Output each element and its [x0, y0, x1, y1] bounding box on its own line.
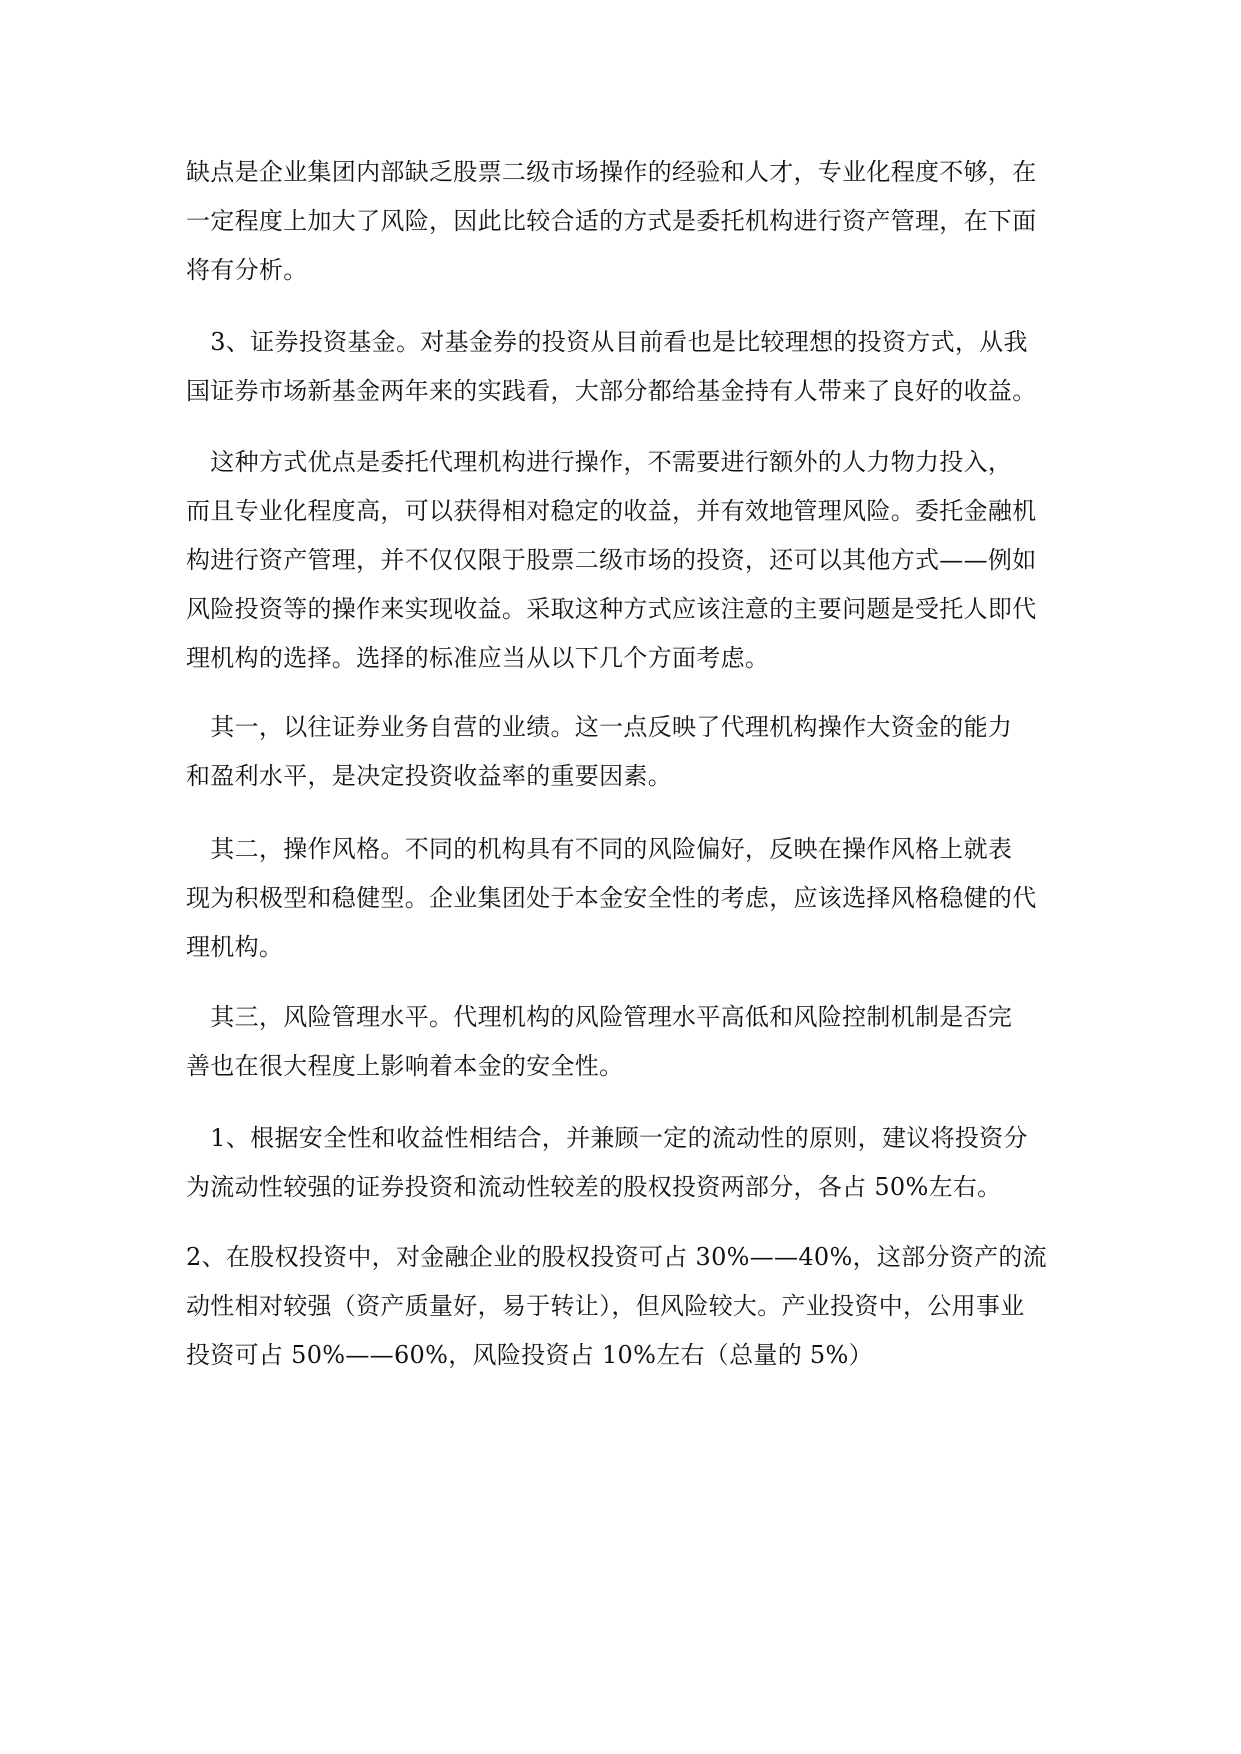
paragraph-allocation-two: [186, 1233, 1056, 1380]
text-line: 而且专业化程度高，可以获得相对稳定的收益，并有效地管理风险。委托金融机: [186, 497, 1037, 525]
text-line: 构进行资产管理，并不仅仅限于股票二级市场的投资，还可以其他方式——例如: [186, 546, 1037, 574]
text-line: 一定程度上加大了风险，因此比较合适的方式是委托机构进行资产管理，在下面: [186, 207, 1037, 235]
text-line: 其一，以往证券业务自营的业绩。这一点反映了代理机构操作大资金的能力: [186, 713, 1013, 741]
text-line: 风险投资等的操作来实现收益。采取这种方式应该注意的主要问题是受托人即代: [186, 595, 1037, 623]
paragraph-criterion-three: [186, 993, 1056, 1091]
text-line: 和盈利水平，是决定投资收益率的重要因素。: [186, 762, 672, 790]
text-line: 缺点是企业集团内部缺乏股票二级市场操作的经验和人才，专业化程度不够，在: [186, 158, 1037, 186]
text-line: 理机构的选择。选择的标准应当从以下几个方面考虑。: [186, 644, 770, 672]
text-line: 动性相对较强（资产质量好，易于转让），但风险较大。产业投资中，公用事业: [186, 1292, 1025, 1320]
text-line: 这种方式优点是委托代理机构进行操作，不需要进行额外的人力物力投入，: [186, 448, 1013, 476]
paragraph-drawbacks: [186, 148, 1056, 295]
text-line: 善也在很大程度上影响着本金的安全性。: [186, 1052, 624, 1080]
paragraph-criterion-two: [186, 825, 1056, 972]
text-line: 为流动性较强的证券投资和流动性较差的股权投资两部分，各占 50%左右。: [186, 1173, 1002, 1201]
text-line: 现为积极型和稳健型。企业集团处于本金安全性的考虑，应该选择风格稳健的代: [186, 884, 1037, 912]
text-line: 理机构。: [186, 933, 284, 961]
text-line: 投资可占 50%——60%，风险投资占 10%左右（总量的 5%）: [186, 1341, 873, 1369]
text-line: 2、在股权投资中，对金融企业的股权投资可占 30%——40%，这部分资产的流: [186, 1243, 1047, 1271]
paragraph-securities-fund: [186, 318, 1056, 416]
text-line: 其三，风险管理水平。代理机构的风险管理水平高低和风险控制机制是否完: [186, 1003, 1013, 1031]
text-line: 国证券市场新基金两年来的实践看，大部分都给基金持有人带来了良好的收益。: [186, 377, 1037, 405]
text-line: 3、证券投资基金。对基金券的投资从目前看也是比较理想的投资方式，从我: [186, 328, 1028, 356]
paragraph-advantages: [186, 438, 1056, 683]
paragraph-criterion-one: [186, 703, 1056, 801]
text-line: 将有分析。: [186, 256, 308, 284]
text-line: 其二，操作风格。不同的机构具有不同的风险偏好，反映在操作风格上就表: [186, 835, 1013, 863]
paragraph-allocation-one: [186, 1114, 1056, 1212]
text-line: 1、根据安全性和收益性相结合，并兼顾一定的流动性的原则，建议将投资分: [186, 1124, 1028, 1152]
